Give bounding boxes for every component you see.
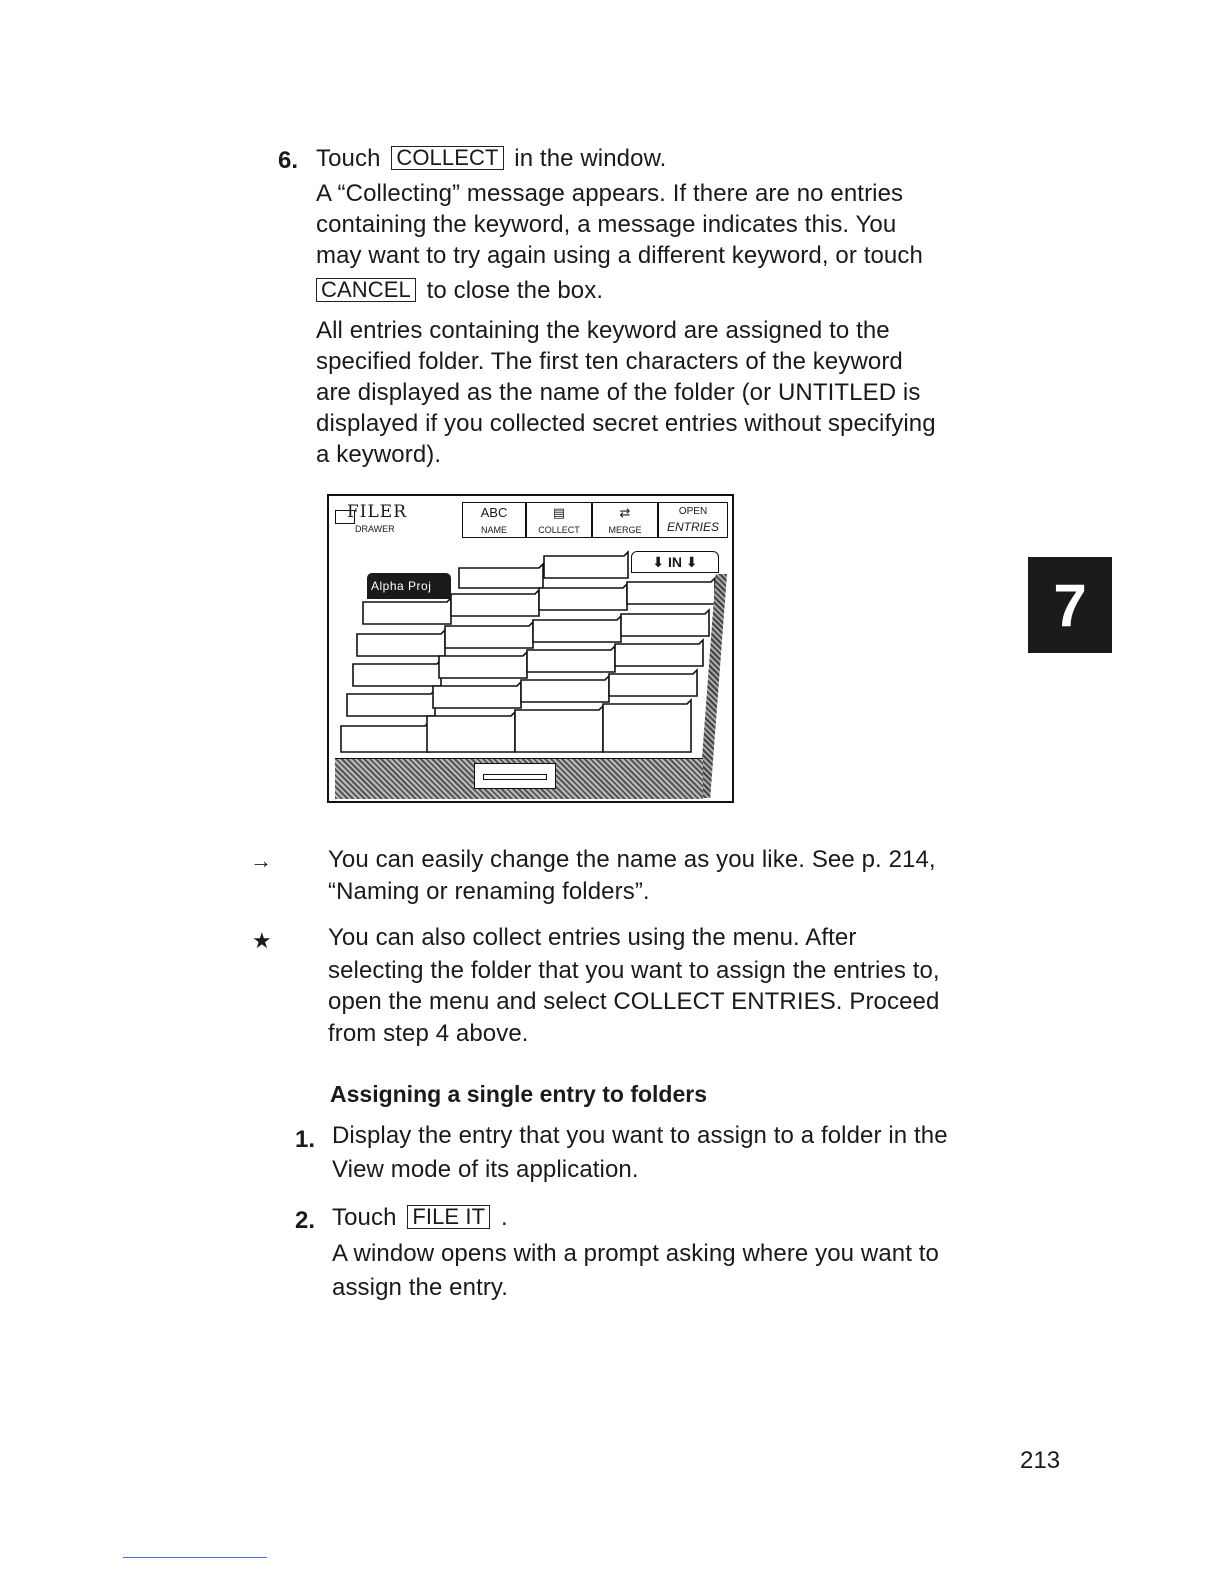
- step-6-para2-line4: displayed if you collected secret entries without specifying: [316, 410, 936, 437]
- step-6-para2-line5: a keyword).: [316, 441, 442, 468]
- drawer-subtitle: DRAWER: [355, 524, 395, 534]
- page-number: 213: [1020, 1447, 1061, 1474]
- collect-button[interactable]: ▤ COLLECT: [526, 502, 592, 538]
- folder-tab: [353, 660, 441, 686]
- folder-tab: [627, 578, 715, 604]
- folder-tab: [341, 722, 429, 752]
- merge-button[interactable]: ⇄ MERGE: [592, 502, 658, 538]
- folder-tab: [521, 676, 609, 702]
- selected-folder-tab[interactable]: Alpha Proj: [367, 573, 451, 599]
- folder-tab: [347, 690, 435, 716]
- folder-tab: [527, 646, 615, 672]
- step-6-number: 6.: [278, 147, 299, 174]
- folder-tab: [439, 652, 527, 678]
- folder-tab: [459, 564, 543, 588]
- step-2-line2: assign the entry.: [332, 1274, 509, 1301]
- note-2-line3: open the menu and select COLLECT ENTRIES. Proceed: [328, 988, 940, 1015]
- in-tray-tab[interactable]: ⬇ IN ⬇: [631, 551, 719, 573]
- open-entries-icon: ENTRIES: [666, 520, 719, 534]
- folder-tab: [533, 616, 621, 642]
- drawer-handle[interactable]: [474, 763, 556, 789]
- step-6-para2-line3: are displayed as the name of the folder (or UNTITLED is: [316, 379, 921, 406]
- note-2-line1: You can also collect entries using the menu. After: [328, 924, 857, 951]
- folder-tab: [544, 552, 628, 578]
- name-icon: ABC: [480, 505, 508, 520]
- note-1-line1: You can easily change the name as you like. See p. 214,: [328, 846, 936, 873]
- note-2-line4: from step 4 above.: [328, 1020, 529, 1047]
- merge-icon: ⇄: [619, 505, 631, 520]
- step-6-para2-line1: All entries containing the keyword are assigned to the: [316, 317, 890, 344]
- step-6-para1-line3: may want to try again using a different keyword, or touch: [316, 242, 923, 269]
- folder-tab: [357, 630, 445, 656]
- step-2-number: 2.: [295, 1207, 316, 1234]
- folder-tabs-drawing: [329, 496, 734, 803]
- step-1-line1: Display the entry that you want to assign to a folder in the: [332, 1122, 948, 1149]
- folder-tab: [445, 622, 533, 648]
- step-6-para2-line2: specified folder. The first ten characters of the keyword: [316, 348, 903, 375]
- chapter-tab: 7: [1028, 557, 1112, 653]
- arrow-note-icon: →: [250, 848, 272, 873]
- step-1-number: 1.: [295, 1126, 316, 1153]
- tip-star-icon: ★: [252, 928, 272, 953]
- note-1-line2: “Naming or renaming folders”.: [328, 878, 650, 905]
- step-6-para1-tail: to close the box.: [426, 277, 604, 304]
- collect-icon: ▤: [552, 505, 566, 520]
- step-2-instruction: Touch FILE IT .: [332, 1204, 508, 1231]
- filer-title: FILER: [347, 502, 408, 522]
- step-6-instruction: [316, 143, 666, 174]
- note-2-line2: selecting the folder that you want to assign the entries to,: [328, 957, 940, 984]
- folder-tab: [539, 584, 627, 610]
- step-6-para1-line1: A “Collecting” message appears. If there are no entries: [316, 180, 904, 207]
- filer-drawer-screenshot: [327, 494, 734, 803]
- name-button[interactable]: ABC NAME: [462, 502, 526, 538]
- step-6-tail: in the window.: [514, 145, 667, 172]
- cancel-key: CANCEL: [316, 278, 416, 302]
- step-6-touch: Touch: [316, 145, 381, 172]
- step-1-line2: View mode of its application.: [332, 1156, 639, 1183]
- folder-tab: [615, 640, 703, 666]
- folder-tab: [433, 682, 521, 708]
- footer-rule: [123, 1557, 267, 1558]
- folder-tab: [451, 590, 539, 616]
- step-2-line1: A window opens with a prompt asking where you want to: [332, 1240, 939, 1267]
- collect-key: COLLECT: [391, 146, 503, 170]
- folder-tab: [515, 706, 603, 752]
- folder-tab: [609, 670, 697, 696]
- open-entries-button[interactable]: OPEN ENTRIES: [658, 502, 728, 538]
- step-6-para1-line4: [312, 275, 603, 306]
- file-it-key: FILE IT: [407, 1205, 490, 1229]
- step-6-para1-line2: containing the keyword, a message indicates this. You: [316, 211, 897, 238]
- folder-tab: [427, 712, 515, 752]
- folder-tab: [603, 700, 691, 752]
- folder-tab: [363, 598, 451, 624]
- section-heading: Assigning a single entry to folders: [330, 1081, 708, 1107]
- folder-tab: [621, 610, 709, 636]
